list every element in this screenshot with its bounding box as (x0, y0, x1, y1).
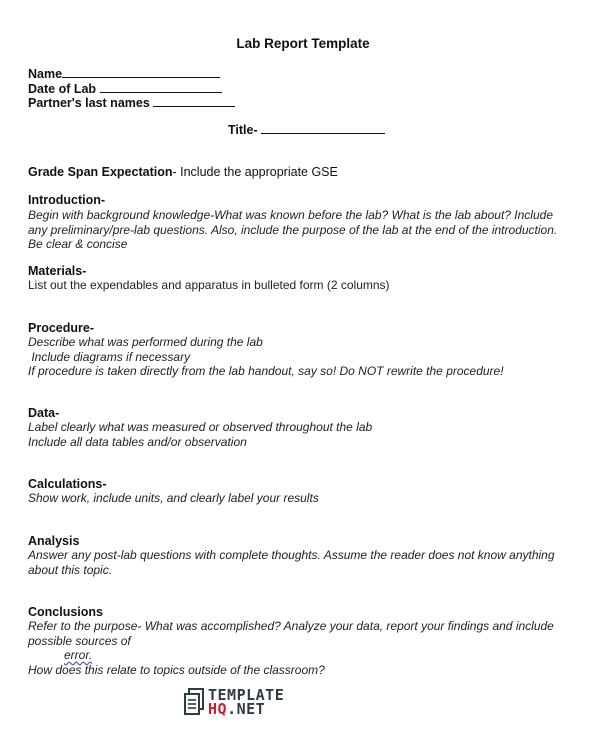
date-label: Date of Lab (28, 82, 97, 96)
introduction-body (28, 208, 588, 252)
text-line: How does this relate to topics outside of the classroom? (28, 662, 325, 677)
partners-label: Partner's last names (28, 96, 150, 110)
templatehq-logo (184, 688, 304, 720)
text-line: about this topic. (28, 562, 113, 577)
procedure-body (28, 335, 588, 379)
title-field (228, 122, 385, 138)
logo-text-net: .NET (227, 700, 266, 718)
name-label: Name (28, 67, 63, 81)
title-blank[interactable] (261, 122, 385, 134)
logo-text-hq: HQ (208, 700, 228, 718)
data-body (28, 420, 588, 449)
text-line: Include all data tables and/or observation (28, 434, 247, 449)
conclusions-body (28, 619, 588, 677)
partners-field (28, 95, 235, 111)
date-blank[interactable] (100, 81, 222, 93)
materials-body (28, 278, 588, 293)
name-blank[interactable] (62, 66, 220, 78)
document-stack-icon (184, 688, 206, 718)
analysis-body (28, 548, 588, 577)
name-field (28, 66, 220, 82)
text-line: Show work, include units, and clearly label your results (28, 491, 319, 505)
text-line: If procedure is taken directly from the lab handout, say so! Do NOT rewrite the procedure! (28, 364, 504, 378)
logo-text (208, 688, 284, 716)
materials-heading: Materials- (28, 264, 87, 278)
partners-blank[interactable] (153, 95, 235, 107)
text-line: List out the expendables and apparatus in bulleted form (2 columns) (28, 278, 390, 292)
title-label: Title- (228, 123, 258, 137)
text-line: Begin with background knowledge-What was known before the lab? What is the lab about? Include (28, 208, 553, 222)
calculations-body (28, 491, 588, 506)
text-line: Answer any post-lab questions with complete thoughts. Assume the reader does not know anything (28, 548, 555, 562)
error-word: error. (64, 648, 93, 662)
logo-text-top: TEMPLATE (208, 686, 285, 704)
document-title: Lab Report Template (236, 36, 370, 51)
gse-heading: Grade Span Expectation (28, 165, 173, 179)
analysis-heading: Analysis (28, 534, 80, 548)
conclusions-heading: Conclusions (28, 605, 104, 619)
data-heading: Data- (28, 406, 60, 420)
text-line: Be clear & concise (28, 237, 128, 251)
procedure-heading: Procedure- (28, 321, 94, 335)
text-line: Label clearly what was measured or observed throughout the lab (28, 420, 373, 434)
calculations-heading: Calculations- (28, 477, 107, 491)
introduction-heading: Introduction- (28, 193, 106, 207)
gse-section (28, 165, 338, 179)
gse-text: - Include the appropriate GSE (172, 165, 338, 179)
text-line: possible sources of (28, 633, 131, 648)
text-line: Describe what was performed during the lab (28, 335, 263, 349)
text-line: any preliminary/pre-lab questions. Also, include the purpose of the lab at the end of the introduction. (28, 222, 558, 237)
text-line: Include diagrams if necessary (28, 349, 191, 364)
text-line: Refer to the purpose- What was accomplished? Analyze your data, report your findings and include (28, 619, 554, 633)
